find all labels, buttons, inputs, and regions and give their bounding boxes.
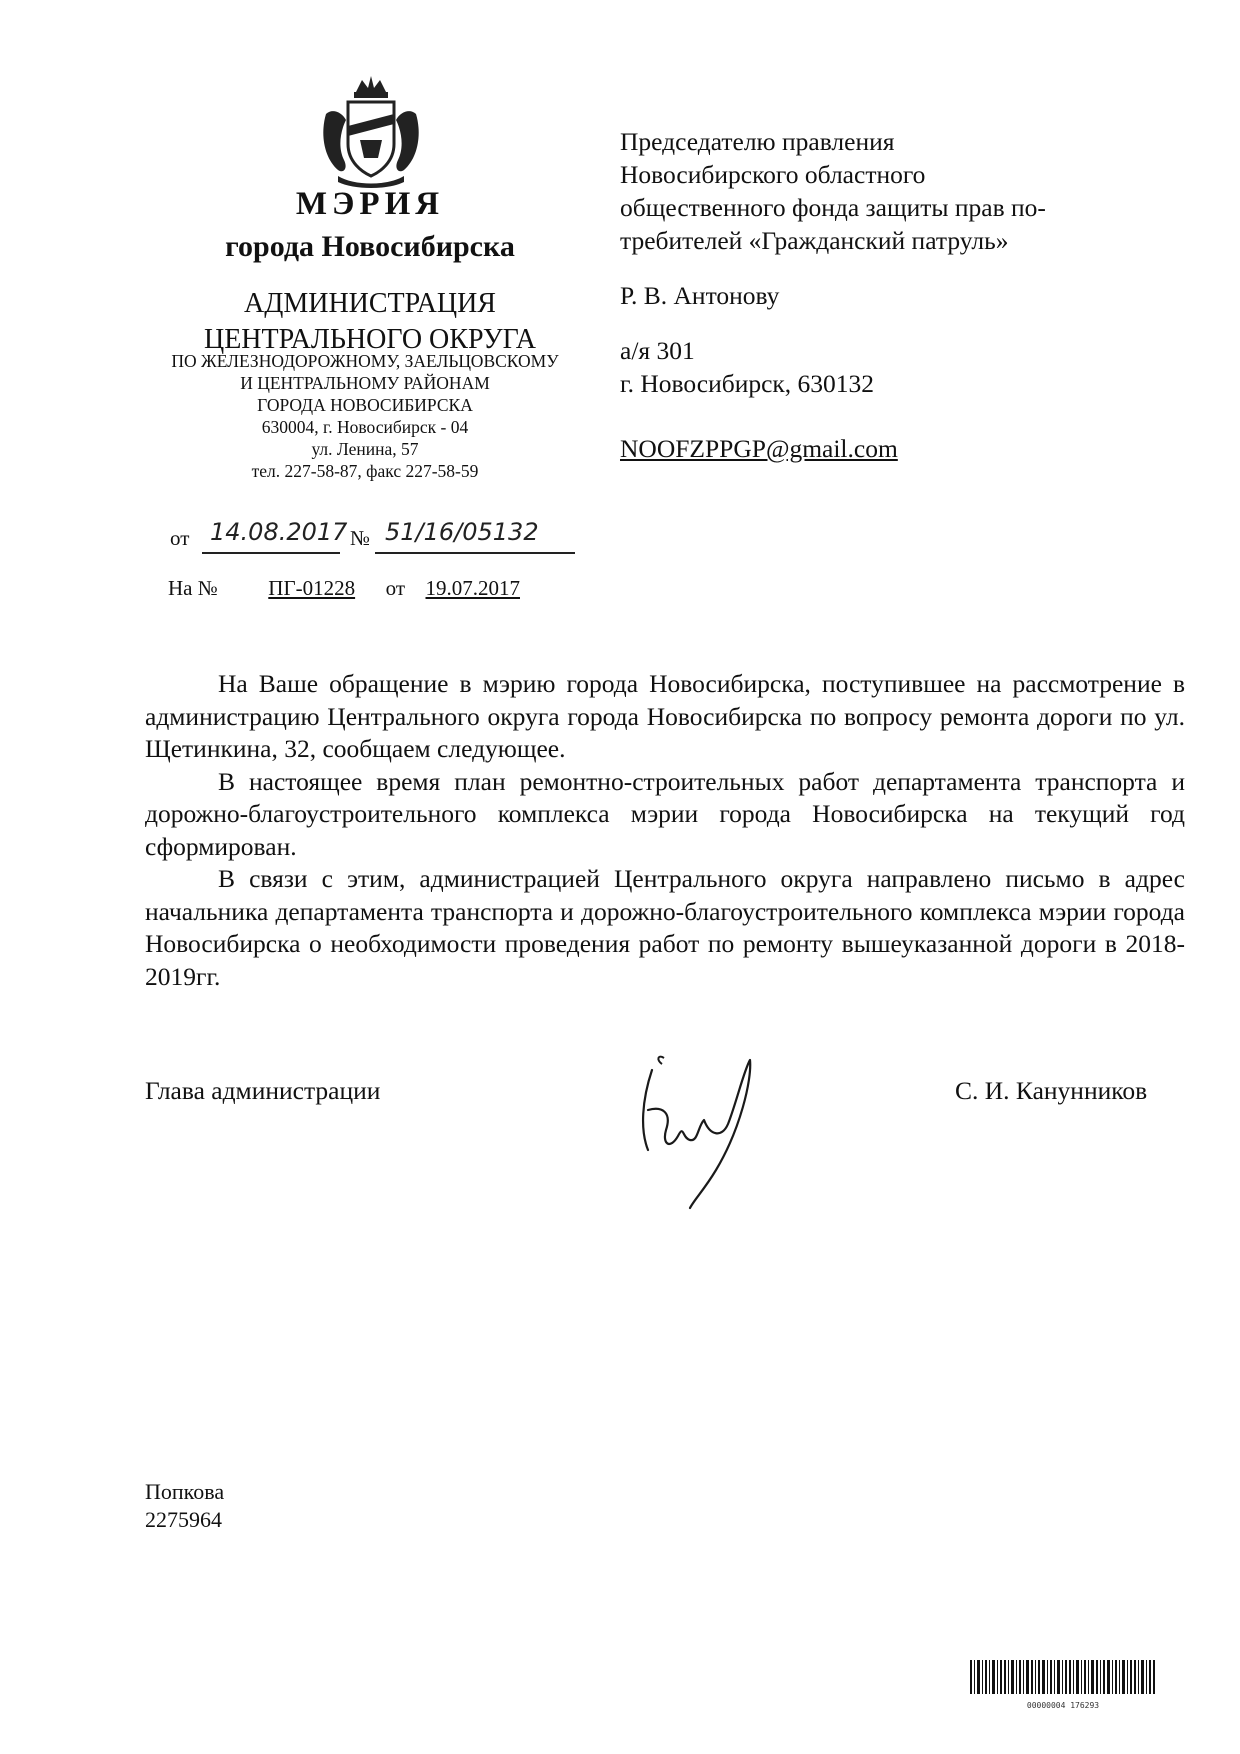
addressee-email[interactable]: NOOFZPPGP@gmail.com xyxy=(620,434,898,463)
signatory-title: Глава администрации xyxy=(145,1076,381,1105)
ref-from-label: от xyxy=(170,526,190,550)
details-line: 630004, г. Новосибирск - 04 xyxy=(261,417,469,437)
administration-title xyxy=(150,286,590,358)
handwritten-signature-icon xyxy=(632,1040,792,1210)
barcode xyxy=(968,1660,1158,1710)
admin-title-line1: АДМИНИСТРАЦИЯ xyxy=(244,288,496,319)
outgoing-reference xyxy=(170,518,590,556)
barcode-bars xyxy=(968,1660,1158,1700)
addressee-po-box: а/я 301 xyxy=(620,336,695,365)
coat-of-arms-icon xyxy=(318,74,424,192)
addressee-name: Р. В. Антонову xyxy=(620,281,780,310)
ref-number: 51/16/05132 xyxy=(385,518,539,546)
executor-phone: 2275964 xyxy=(145,1507,222,1532)
administration-details xyxy=(140,350,590,482)
reply-number: ПГ-01228 xyxy=(268,576,356,600)
letter-body xyxy=(145,668,1185,993)
executor-block xyxy=(145,1478,224,1534)
reply-label: На № xyxy=(168,576,218,600)
addressee-line: Председателю правления xyxy=(620,127,895,156)
body-paragraph: В связи с этим, администрацией Центрального округа направлено письмо в адрес начальника департамента транспорта и дорожно-благоустроительного комплекса мэрии города Новосибирска о необходимости проведения работ по ремонту вышеуказанной дороги в 2018-2019гг. xyxy=(145,864,1185,991)
ref-date: 14.08.2017 xyxy=(210,518,348,546)
reply-from-label: от xyxy=(385,576,405,600)
addressee-line: требителей «Гражданский патруль» xyxy=(620,226,1009,255)
signatory-name: С. И. Канунников xyxy=(955,1076,1148,1105)
details-line: ГОРОДА НОВОСИБИРСКА xyxy=(257,395,473,415)
details-line: тел. 227-58-87, факс 227-58-59 xyxy=(251,461,479,481)
details-line: И ЦЕНТРАЛЬНОМУ РАЙОНАМ xyxy=(240,373,490,393)
ref-number-label: № xyxy=(350,526,371,550)
body-paragraph: В настоящее время план ремонтно-строительных работ департамента транспорта и дорожно-благоустроительного комплекса мэрии города Новосибирска на текущий год сформирован. xyxy=(145,766,1185,861)
addressee-line: общественного фонда защиты прав по- xyxy=(620,193,1046,222)
ref-date-underline xyxy=(202,552,340,554)
addressee-city: г. Новосибирск, 630132 xyxy=(620,369,875,398)
admin-title-line2: ЦЕНТРАЛЬНОГО ОКРУГА xyxy=(203,324,537,355)
details-line: ул. Ленина, 57 xyxy=(311,439,419,459)
details-line: ПО ЖЕЛЕЗНОДОРОЖНОМУ, ЗАЕЛЬЦОВСКОМУ xyxy=(171,351,559,371)
reply-reference xyxy=(168,576,568,601)
barcode-number: 00000004 176293 xyxy=(1026,1701,1100,1710)
ref-number-underline xyxy=(375,552,575,554)
executor-name: Попкова xyxy=(145,1479,225,1504)
mayor-city: города Новосибирска xyxy=(225,230,515,263)
body-paragraph: На Ваше обращение в мэрию города Новосибирска, поступившее на рассмотрение в администрацию Центрального округа города Новосибирска по вопросу ремонта дороги по ул. Щетинкина, 32, сообщаем следующее. xyxy=(145,669,1185,763)
addressee-block xyxy=(620,125,1140,465)
addressee-line: Новосибирского областного xyxy=(620,160,926,189)
reply-date: 19.07.2017 xyxy=(425,576,520,600)
mayor-title: МЭРИЯ xyxy=(295,186,445,222)
